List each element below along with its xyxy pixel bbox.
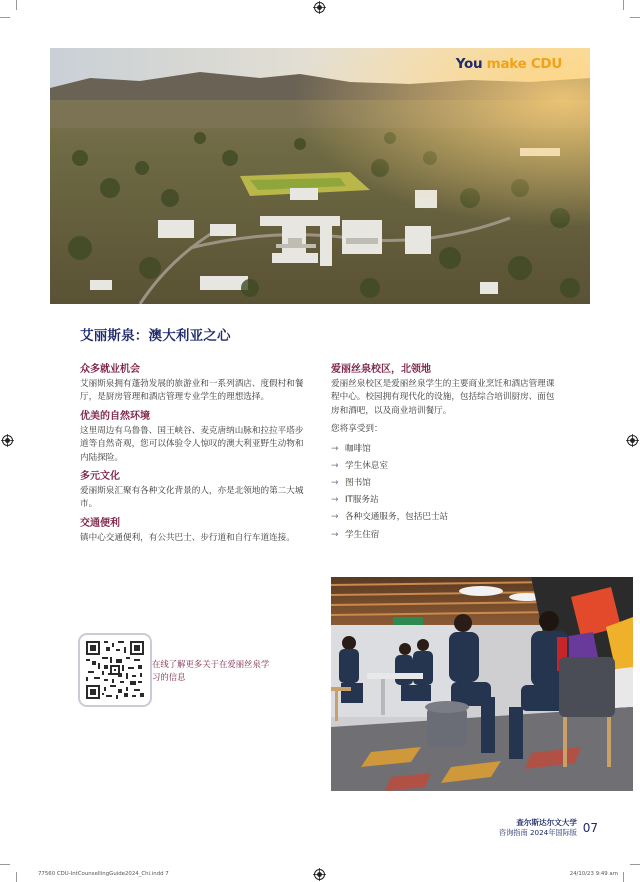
crop-mark	[0, 864, 10, 865]
arrow-right-icon: →	[331, 443, 339, 454]
slogan-make: make CDU	[486, 56, 562, 72]
cdu-slogan	[456, 56, 562, 72]
crop-mark	[630, 864, 640, 865]
crop-mark	[623, 0, 624, 10]
facility-label: 学生休息室	[345, 460, 388, 471]
crop-mark	[16, 0, 17, 10]
section-title-transport: 交通便利	[80, 517, 120, 529]
campus-title: 爱丽丝泉校区，北领地	[331, 364, 431, 375]
crop-mark	[630, 17, 640, 18]
section-body-culture: 爱丽斯泉汇聚有各种文化背景的人，亦是北领地的第二大城市。	[80, 486, 304, 510]
hero-aerial-photo	[50, 48, 590, 304]
footer-guide-title: 咨询指南 2024年国际版	[498, 828, 577, 837]
facility-label: IT服务站	[345, 495, 379, 506]
crop-mark	[16, 872, 17, 882]
page-number: 07	[582, 821, 598, 835]
section-title-jobs: 众多就业机会	[80, 364, 140, 375]
arrow-right-icon: →	[331, 460, 339, 471]
facility-label: 咖啡馆	[345, 443, 371, 454]
facility-label: 图书馆	[345, 478, 371, 489]
footer-university: 查尔斯达尔文大学	[516, 818, 577, 827]
page-title: 艾丽斯泉：澳大利亚之心	[80, 328, 231, 344]
section-title-culture: 多元文化	[80, 471, 120, 483]
list-item	[331, 527, 563, 544]
registration-mark-left	[1, 434, 14, 447]
registration-mark-top	[313, 1, 326, 14]
list-item	[331, 475, 563, 492]
section-body-nature: 这里周边有乌鲁鲁、国王峡谷、麦克唐纳山脉和拉拉平塔步道等自然奇观，您可以体验令人惊叹的澳大利亚野生动物和内陆探险。	[80, 425, 304, 463]
campus-body: 爱丽丝泉校区是爱丽丝泉学生的主要商业烹饪和酒店管理课程中心。校园拥有现代化的设施，包括综合培训厨房、面包房和酒吧，以及商业培训餐厅。	[331, 379, 555, 416]
print-slug-file: 77560 CDU-IntCounsellingGuide2024_Chi.indd 7	[38, 871, 169, 877]
section-title-nature: 优美的自然环境	[80, 410, 150, 422]
slogan-you: You	[455, 56, 483, 72]
list-item	[331, 492, 563, 509]
list-item	[331, 458, 563, 475]
qr-caption: 在线了解更多关于在爱丽丝泉学习的信息	[152, 659, 270, 682]
arrow-right-icon: →	[331, 478, 339, 489]
list-item	[331, 441, 563, 458]
student-lounge-photo	[331, 577, 633, 791]
left-column	[80, 363, 312, 550]
crop-mark	[0, 17, 10, 18]
arrow-right-icon: →	[331, 529, 339, 540]
facility-label: 各种交通服务，包括巴士站	[345, 512, 449, 523]
arrow-right-icon: →	[331, 495, 339, 506]
facility-list	[331, 441, 563, 544]
enjoy-label: 您将享受到：	[331, 424, 383, 435]
section-body-jobs: 艾丽斯泉拥有蓬勃发展的旅游业和一系列酒店、度假村和餐厅，是厨房管理和酒店管理专业学生的理想选择。	[80, 379, 304, 403]
facility-label: 学生住宿	[345, 529, 380, 540]
registration-mark-bottom	[313, 868, 326, 881]
arrow-right-icon: →	[331, 512, 339, 523]
crop-mark	[623, 872, 624, 882]
qr-code[interactable]	[78, 633, 152, 707]
list-item	[331, 509, 563, 526]
right-column	[331, 363, 563, 544]
registration-mark-right	[626, 434, 639, 447]
print-slug-date: 24/10/23 9:49 am	[569, 871, 618, 877]
section-body-transport: 镇中心交通便利，有公共巴士、步行道和自行车道连接。	[80, 532, 295, 543]
